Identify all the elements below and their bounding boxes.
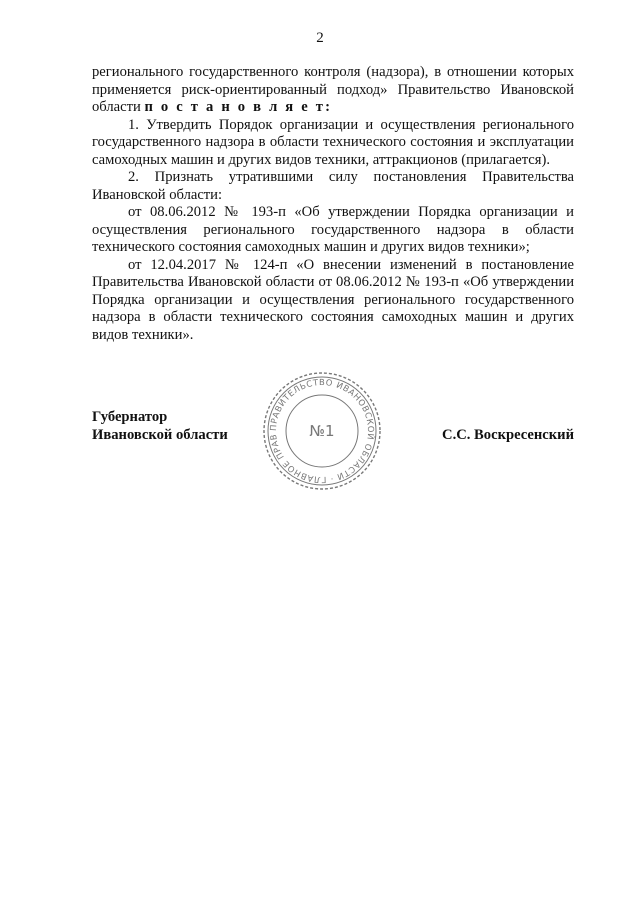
signature-position-line-1: Губернатор [92, 409, 168, 425]
signature-position [92, 408, 228, 444]
official-seal [261, 370, 383, 492]
item-2-paragraph: 2. Признать утратившими силу постановления Правительства Ивановской области: [92, 169, 574, 203]
seal-ring-text: ПРАВИТЕЛЬСТВО ИВАНОВСКОЙ ОБЛАСТИ · ГЛАВНОЕ ПРАВ [267, 376, 377, 486]
item-1-paragraph: 1. Утвердить Порядок организации и осуществления регионального государственного надзора в области технического состояния и эксплуатации самоходных машин и других видов техники, аттракционов (прилагается). [92, 116, 574, 168]
item-2a-paragraph: от 08.06.2012 № 193-п «Об утверждении Порядка организации и осуществления регионального государственного надзора в области технического состояния самоходных машин и других видов техники»; [92, 204, 574, 255]
decree-word: п о с т а н о в л я е т: [144, 99, 333, 115]
seal-graphic [261, 370, 383, 492]
intro-text: регионального государственного контроля (надзора), в отношении которых применяется риск-ориентированный подход» Правительство Ивановской области [92, 64, 574, 115]
signature-position-line-2: Ивановской области [92, 427, 228, 443]
signer-name: С.С. Воскресенский [442, 427, 574, 443]
seal-center-text: №1 [309, 422, 335, 440]
page-number: 2 [316, 30, 324, 46]
document-body [92, 64, 574, 344]
item-2b-paragraph: от 12.04.2017 № 124-п «О внесении изменений в постановление Правительства Ивановской области от 08.06.2012 № 193-п «Об утверждении Порядка организации и осуществления регионального государственного надзора в области технического состояния самоходных машин и других видов техники». [92, 256, 574, 343]
intro-paragraph [92, 64, 574, 117]
